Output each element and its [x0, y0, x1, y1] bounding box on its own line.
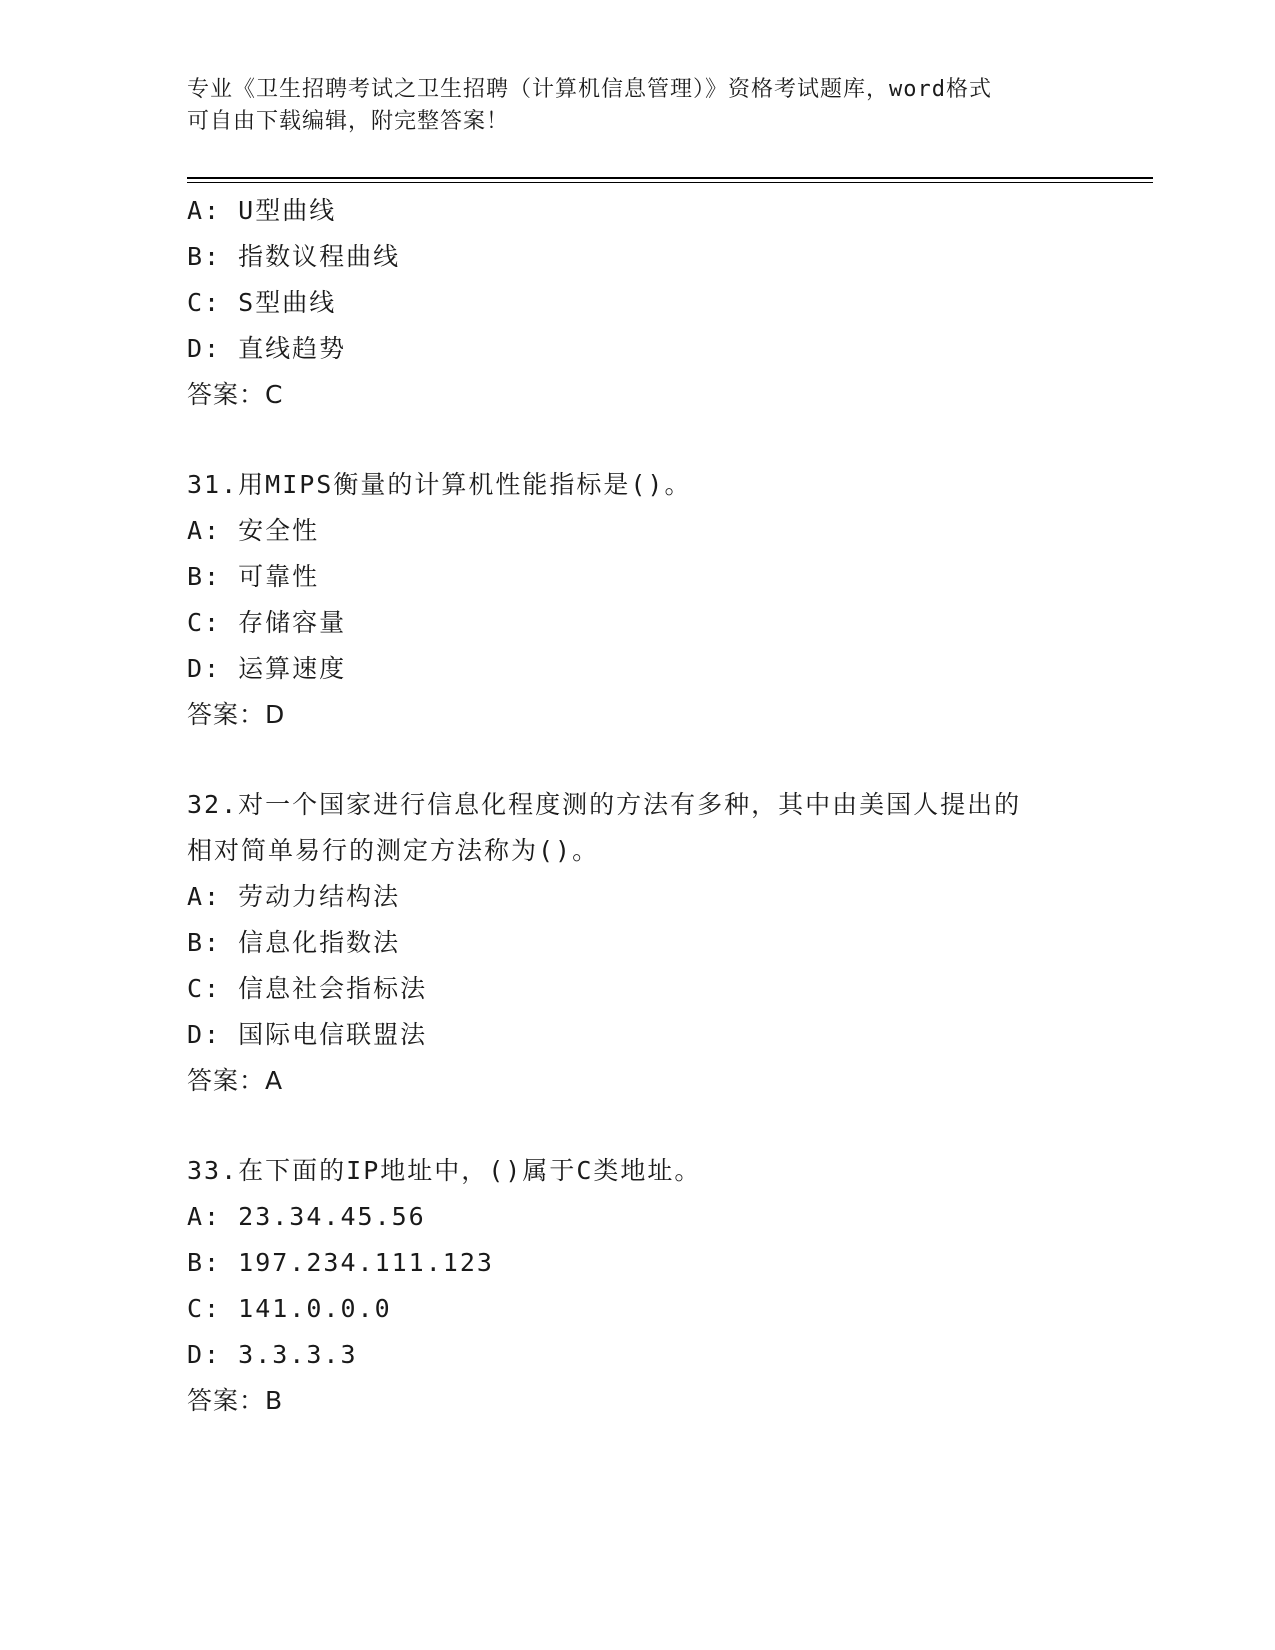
question-list [187, 188, 1087, 1424]
answer-line: 答案：A [187, 1066, 284, 1095]
option-c: C: 存储容量 [187, 608, 347, 637]
option-d: D: 运算速度 [187, 654, 347, 683]
option-b: B: 197.234.111.123 [187, 1248, 494, 1277]
header-divider-thin [187, 182, 1153, 183]
option-b: B: 信息化指数法 [187, 928, 401, 957]
question-33 [187, 1148, 1087, 1424]
question-30-continued [187, 188, 1087, 418]
option-a: A: 安全性 [187, 516, 320, 545]
option-a: A: U型曲线 [187, 196, 337, 225]
option-d: D: 直线趋势 [187, 334, 347, 363]
option-b: B: 指数议程曲线 [187, 242, 401, 271]
option-b: B: 可靠性 [187, 562, 320, 591]
option-c: C: 141.0.0.0 [187, 1294, 392, 1323]
answer-line: 答案：D [187, 700, 286, 729]
answer-line: 答案：B [187, 1386, 284, 1415]
question-stem: 31.用MIPS衡量的计算机性能指标是()。 [187, 470, 692, 499]
question-31 [187, 462, 1087, 738]
document-header [187, 74, 1067, 138]
option-a: A: 23.34.45.56 [187, 1202, 426, 1231]
option-c: C: 信息社会指标法 [187, 974, 428, 1003]
option-d: D: 国际电信联盟法 [187, 1020, 428, 1049]
header-line-1: 专业《卫生招聘考试之卫生招聘（计算机信息管理）》资格考试题库，word格式 [187, 77, 992, 102]
option-d: D: 3.3.3.3 [187, 1340, 358, 1369]
header-line-2: 可自由下载编辑，附完整答案！ [187, 109, 510, 134]
header-divider-thick [187, 177, 1153, 179]
answer-line: 答案：C [187, 380, 284, 409]
question-stem: 32.对一个国家进行信息化程度测的方法有多种，其中由美国人提出的 [187, 790, 1022, 819]
question-stem-continued: 相对简单易行的测定方法称为()。 [187, 836, 600, 865]
option-a: A: 劳动力结构法 [187, 882, 401, 911]
question-stem: 33.在下面的IP地址中，()属于C类地址。 [187, 1156, 702, 1185]
question-32 [187, 782, 1087, 1104]
option-c: C: S型曲线 [187, 288, 337, 317]
